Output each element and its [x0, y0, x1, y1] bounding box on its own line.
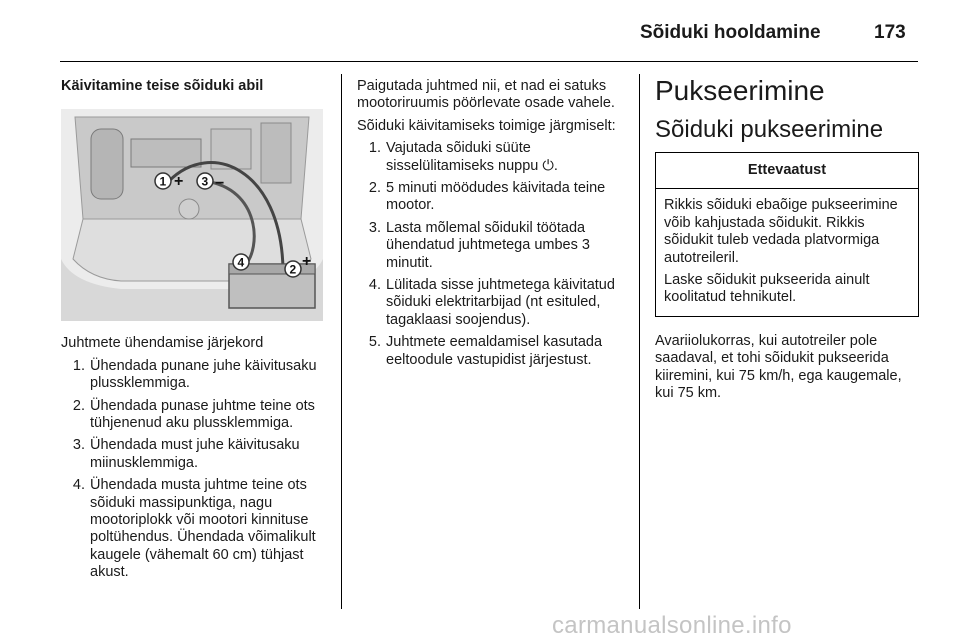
step-number: 5. — [368, 334, 381, 351]
start-steps-list — [357, 140, 627, 369]
list-item — [61, 477, 329, 581]
step-number: 2. — [72, 397, 85, 414]
page-number: 173 — [874, 22, 906, 43]
list-item — [61, 437, 329, 472]
step-number: 3. — [72, 437, 85, 454]
column-divider-right — [639, 74, 640, 609]
step-text: Ühendada punane juhe käivitusaku plussklemmiga. — [90, 357, 317, 392]
figure-label-plus-2: + — [302, 253, 312, 271]
start-procedure-intro: Sõiduki käivitamiseks toimige järgmiselt: — [357, 117, 616, 134]
right-column — [655, 74, 919, 407]
jump-start-illustration — [61, 109, 323, 321]
caution-paragraph: Laske sõidukit pukseerida ainult koolitatud tehnikutel. — [664, 272, 870, 306]
step-text: Ühendada must juhe käivitusaku miinusklemmiga. — [90, 437, 300, 471]
middle-column — [357, 78, 627, 374]
list-item — [357, 140, 627, 175]
list-item — [357, 334, 627, 369]
caution-notice-box — [655, 152, 919, 317]
list-item — [61, 358, 329, 393]
caution-paragraph: Rikkis sõiduki ebaõige pukseerimine võib kahjustada sõidukit. Rikkis sõidukit tuleb vedada platvormiga autotreileril. — [664, 197, 898, 266]
page-header-title: Sõiduki hooldamine — [640, 22, 821, 43]
emergency-towing-text: Avariiolukorras, kui autotreiler pole saadaval, et tohi sõidukit pukseerida kiiremini, kui 75 km/h, ega kaugemale, kui 75 km. — [655, 332, 902, 402]
section-heading-jump-start: Käivitamine teise sõiduki abil — [61, 78, 264, 94]
connection-steps-list — [61, 358, 329, 582]
step-text: Ühendada musta juhtme teine ots sõiduki massipunktiga, nagu mootoriplokk või mootori kinnituse poltühendus. Ühendada võimalikult kaugele (vähemalt 60 cm) tühjast akust. — [90, 477, 316, 581]
step-text: Juhtmete eemaldamisel kasutada eeltoodule vastupidist järjestust. — [386, 334, 603, 368]
header-rule — [60, 61, 918, 62]
list-item — [61, 398, 329, 433]
list-item — [357, 220, 627, 272]
figure-label-4: 4 — [237, 255, 245, 270]
step-number: 1. — [72, 357, 85, 374]
figure-label-plus-1: + — [174, 173, 184, 191]
figure-label-2: 2 — [289, 262, 297, 277]
left-column — [61, 78, 329, 587]
cable-placement-text: Paigutada juhtmed nii, et nad ei satuks mootoriruumis pöörlevate osade vahele. — [357, 78, 615, 112]
step-number: 4. — [72, 477, 85, 494]
section-title-towing: Pukseerimine — [655, 75, 825, 106]
step-text: 5 minuti möödudes käivitada teine mootor. — [386, 180, 606, 214]
figure-label-1: 1 — [159, 174, 167, 189]
step-text: Lülitada sisse juhtmetega käivitatud sõiduki elektritarbijad (nt esituled, tagaklaasi soojendus). — [386, 277, 615, 328]
caution-notice-title: Ettevaatust — [656, 153, 918, 189]
connection-order-intro: Juhtmete ühendamise järjekord — [61, 335, 264, 352]
step-text: Lasta mõlemal sõidukil töötada ühendatud juhtmetega umbes 3 minutit. — [386, 219, 590, 271]
step-number: 3. — [368, 219, 381, 236]
subsection-title-towing-vehicle: Sõiduki pukseerimine — [655, 116, 884, 143]
column-divider-left — [341, 74, 342, 609]
list-item — [357, 180, 627, 215]
watermark-text: carmanualsonline.info — [552, 612, 792, 639]
step-number: 1. — [368, 140, 381, 157]
caution-notice-body — [656, 189, 918, 315]
figure-label-minus-3: − — [215, 175, 225, 193]
step-number: 4. — [368, 277, 381, 294]
step-text: Vajutada sõiduki süüte sisselülitamiseks nuppu ⏻. — [386, 140, 558, 174]
step-number: 2. — [368, 180, 381, 197]
figure-label-3: 3 — [201, 174, 209, 189]
step-text: Ühendada punase juhtme teine ots tühjenenud aku plussklemmiga. — [90, 397, 315, 432]
list-item — [357, 277, 627, 329]
